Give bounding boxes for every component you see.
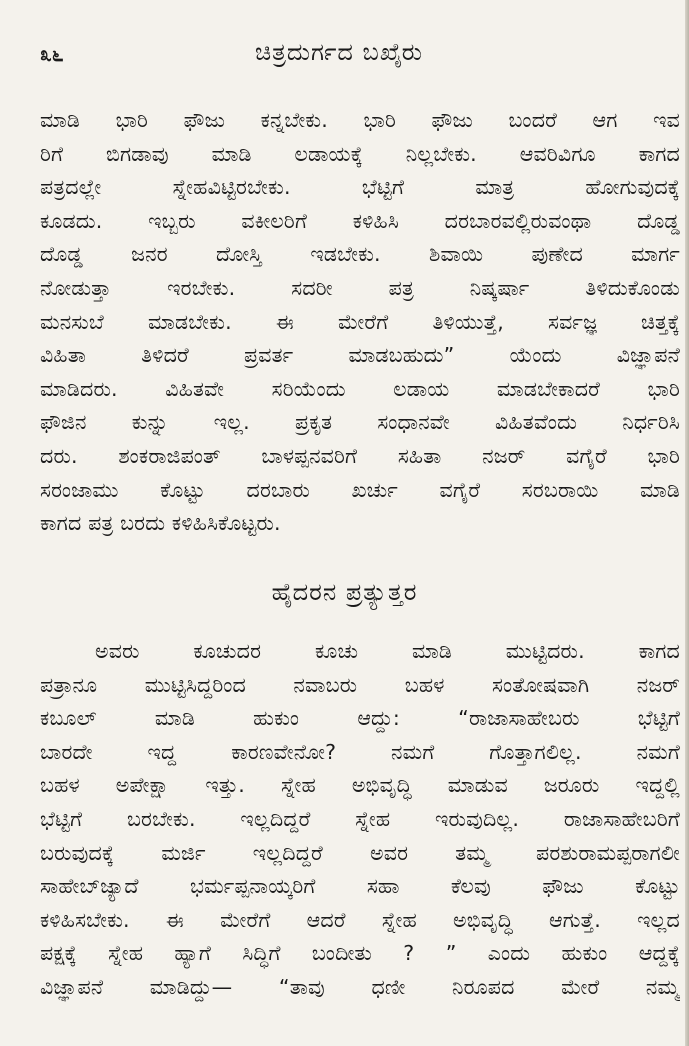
text-line: ದರು. ಶಂಕರಾಜಿಪಂತ್ ಬಾಳಪ್ಪನವರಿಗೆ ಸಹಿತಾ ನಜರ್ ವಗೈರೆ ಭಾರಿ [40,443,680,468]
text-line: ಪಕ್ಷಕ್ಕೆ ಸ್ನೇಹ ಹ್ಯಾಗೆ ಸಿದ್ಧಿಗೆ ಬಂದೀತು ? ” ಎಂದು ಹುಕುಂ ಆದ್ದಕ್ಕೆ [40,941,680,966]
text-line: ವಿಹಿತಾ ತಿಳಿದರೆ ಪ್ರವರ್ತ ಮಾಡಬಹುದು” ಯೆಂದು ವಿಜ್ಞಾಪನೆ [40,343,680,368]
paragraph-2 [40,635,680,1005]
text-line: ಸಾಹೇಬ್‌ಜ್ಯಾದೆ ಭರ್ಮಪ್ಪನಾಯ್ಕರಿಗೆ ಸಹಾ ಕೆಲವು ಫೌಜು ಕೊಟ್ಟು [40,874,680,899]
text-line: ವಿಜ್ಞಾಪನೆ ಮಾಡಿದ್ದು— “ತಾವು ಧಣೀ ನಿರೂಪದ ಮೇರೆ ನಮ್ಮ [40,974,680,999]
text-line: ಬಹಳ ಅಪೇಕ್ಷಾ ಇತ್ತು. ಸ್ನೇಹ ಅಭಿವೃದ್ಧಿ ಮಾಡುವ ಜರೂರು ಇದ್ದಲ್ಲಿ [40,773,680,798]
text-line: ಅವರು ಕೂಚುದರ ಕೂಚು ಮಾಡಿ ಮುಟ್ಟಿದರು. ಕಾಗದ [95,639,680,663]
text-line: ಫೌಜಿನ ಕುನ್ನು ಇಲ್ಲ. ಪ್ರಕೃತ ಸಂಧಾನವೇ ವಿಹಿತವೆಂದು ನಿರ್ಧರಿಸಿ [40,410,680,435]
text-line: ರಿಗೆ ಬಿಗಡಾವು ಮಾಡಿ ಲಡಾಯಕ್ಕೆ ನಿಲ್ಲಬೇಕು. ಆವರಿವಿಗೂ ಕಾಗದ [40,141,680,166]
text-line: ಬಾರದೇ ಇದ್ದ ಕಾರಣವೇನೋ? ನಮಗೆ ಗೊತ್ತಾಗಲಿಲ್ಲ. ನಮಗೆ [40,739,680,764]
running-title: ಚಿತ್ರದುರ್ಗದ ಬಖೈರು [255,38,424,66]
page-number: ೩೬ [40,42,64,66]
text-line: ಸರಂಜಾಮು ಕೊಟ್ಟು ದರಬಾರು ಖರ್ಚು ವಗೈರೆ ಸರಬರಾಯಿ ಮಾಡಿ [40,477,680,502]
text-line: ಬರುವುದಕ್ಕೆ ಮರ್ಜಿ ಇಲ್ಲದಿದ್ದರೆ ಅವರ ತಮ್ಮ ಪರಶುರಾಮಪ್ಪರಾಗಲೀ [40,840,680,865]
paragraph-1 [40,104,680,541]
text-line: ಕಳಿಹಿಸಬೇಕು. ಈ ಮೇರೆಗೆ ಆದರೆ ಸ್ನೇಹ ಅಭಿವೃದ್ಧಿ ಆಗುತ್ತೆ. ಇಲ್ಲದ [40,907,680,932]
text-line: ಭೆಟ್ಟಿಗೆ ಬರಬೇಕು. ಇಲ್ಲದಿದ್ದರೆ ಸ್ನೇಹ ಇರುವುದಿಲ್ಲ. ರಾಜಾಸಾಹೇಬರಿಗೆ [40,806,680,831]
text-line: ಮಾಡಿ ಭಾರಿ ಫೌಜು ಕನ್ನಬೇಕು. ಭಾರಿ ಫೌಜು ಬಂದರೆ ಆಗ ಇವ [40,108,680,132]
section-heading: ಹೈದರನ ಪ್ರತ್ಯುತ್ತರ [271,578,418,606]
text-line: ನೋಡುತ್ತಾ ಇರಬೇಕು. ಸದರೀ ಪತ್ರ ನಿಷ್ಕರ್ಷಾ ತಿಳಿದುಕೊಂಡು [40,275,680,300]
text-line: ಕೂಡದು. ಇಬ್ಬರು ವಕೀಲರಿಗೆ ಕಳಿಹಿಸಿ ದರಬಾರವಲ್ಲಿರುವಂಥಾ ದೊಡ್ಡ [40,208,680,233]
text-line: ಮಾಡಿದರು. ವಿಹಿತವೇ ಸರಿಯೆಂದು ಲಡಾಯ ಮಾಡಬೇಕಾದರೆ ಭಾರಿ [40,376,680,401]
text-line: ಕಾಗದ ಪತ್ರ ಬರದು ಕಳಿಹಿಸಿಕೊಟ್ಟರು. [40,511,281,536]
page-header [40,38,659,78]
text-line: ಪತ್ರದಲ್ಲೇ ಸ್ನೇಹವಿಟ್ಟಿರಬೇಕು. ಭೆಟ್ಟಿಗೆ ಮಾತ್ರ ಹೋಗುವುದಕ್ಕೆ [40,175,680,200]
text-line: ಕಬೂಲ್ ಮಾಡಿ ಹುಕುಂ ಆದ್ದು: “ರಾಜಾಸಾಹೇಬರು ಭೆಟ್ಟಿಗೆ [40,706,680,731]
text-line: ದೊಡ್ಡ ಜನರ ದೋಸ್ತಿ ಇಡಬೇಕು. ಶಿವಾಯಿ ಪುಣೇದ ಮಾರ್ಗ [40,242,680,267]
page-edge-shadow [685,0,689,1046]
text-line: ಮನಸುಬೆ ಮಾಡಬೇಕು. ಈ ಮೇರೆಗೆ ತಿಳಿಯುತ್ತೆ, ಸರ್ವಜ್ಞ ಚಿತ್ತಕ್ಕೆ [40,309,680,334]
text-line: ಪತ್ರಾನೂ ಮುಟ್ಟಿಸಿದ್ದರಿಂದ ನವಾಬರು ಬಹಳ ಸಂತೋಷವಾಗಿ ನಜರ್ [40,672,680,697]
